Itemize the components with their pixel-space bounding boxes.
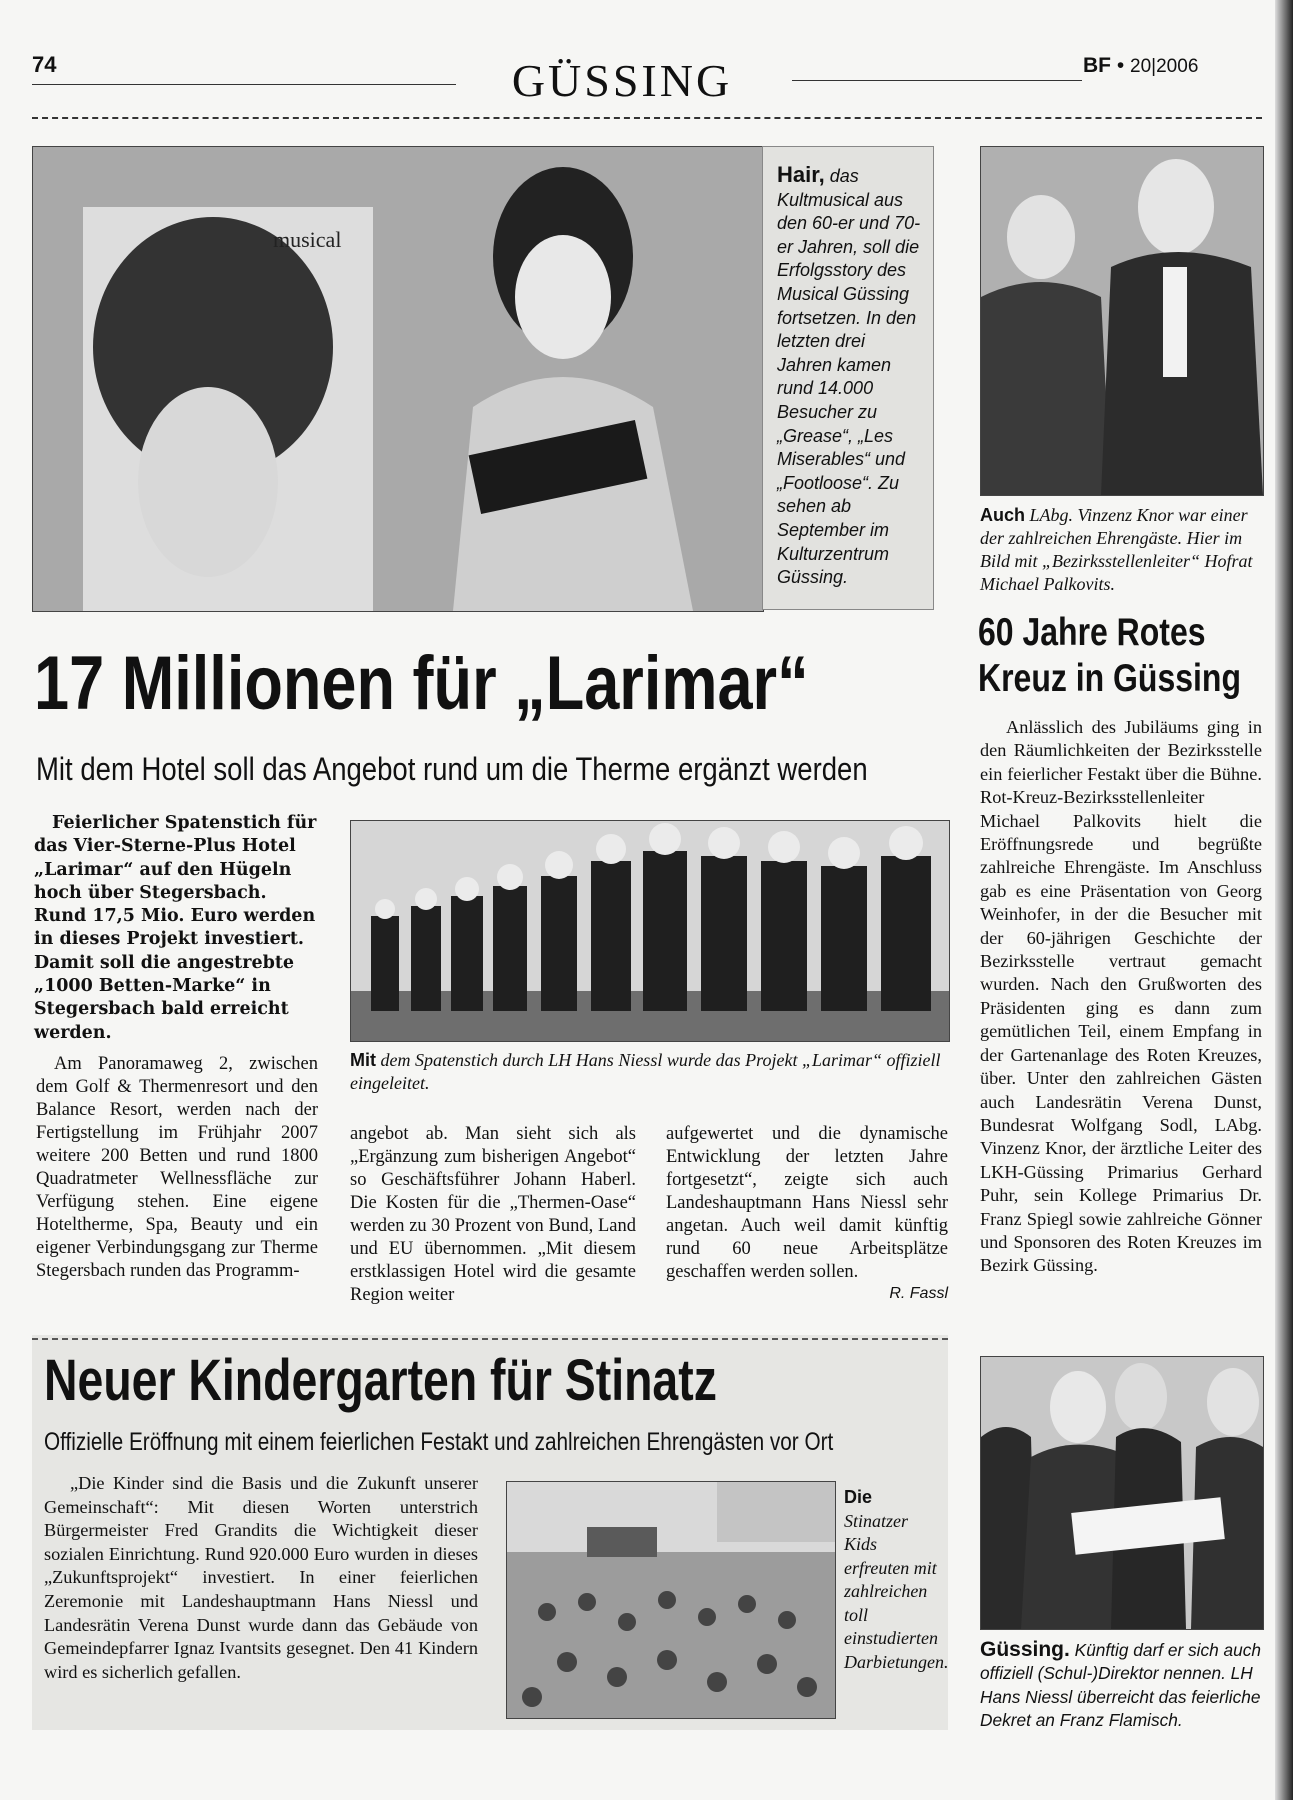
hair-photo-illustration	[33, 147, 763, 611]
red-cross-body: Anlässlich des Jubiläums ging in den Räumlichkeiten der Bezirksstelle ein feierlicher Festakt über die Bühne. Rot-Kreuz-Bezirksstellenleiter Michael Palkovits hielt die Eröffnungsrede und begrüßte zahlreiche Ehrengäste. Im Anschluss gab es eine Präsentation von Georg Weinhofer, in der die Besucher mit der 60-jährigen Geschichte der Bezirksstelle vertraut gemacht wurden. Nach den Grußworten des Präsidenten ging es dann zum gemütlichen Teil, einem Empfang in der Gartenanlage des Roten Kreuzes, über. Unter den zahlreichen Gästen auch Landesrätin Verena Dunst, Bundesrat Wolfgang Sodl, LAbg. Vinzenz Knor, der ärztliche Leiter des LKH-Güssing Primarius Gerhard Puhr, sein Kollege Primarius Dr. Franz Spiegl sowie zahlreiche Gönner und Sponsoren des Roten Kreuzes im Bezirk Güssing.	[980, 717, 1262, 1276]
kindergarten-caption-lead: Die	[844, 1487, 873, 1507]
larimar-author: R. Fassl	[889, 1285, 948, 1302]
larimar-photo	[350, 820, 950, 1042]
hair-caption	[777, 163, 923, 590]
larimar-col-1: Am Panoramaweg 2, zwischen dem Golf & Thermenresort und den Balance Resort, werden nach der Fertigstellung im Frühjahr 2007 weitere 200 Betten und rund 1800 Quadratmeter Wellnessfläche zur Verfügung stehen. Eine eigene Hoteltherme, Spa, Beauty und ein eigener Verbindungsgang zur Therme Stegersbach runden das Programm-	[36, 1054, 318, 1281]
page-number: 74	[32, 52, 57, 77]
red-cross-caption-text: LAbg. Vinzenz Knor war einer der zahlreichen Ehrengäste. Hier im Bild mit „Bezirksstellenleiter“ Hofrat Michael Palkovits.	[980, 505, 1253, 594]
issue-number: 20|2006	[1130, 56, 1199, 77]
larimar-caption-text: dem Spatenstich durch LH Hans Niessl wurde das Projekt „Larimar“ offiziell eingeleitet.	[350, 1050, 941, 1093]
hair-caption-text: das Kultmusical aus den 60-er und 70-er Jahren, soll die Erfolgsstory des Musical Güssing fortsetzen. In den letzten drei Jahren kamen rund 14.000 Besucher zu „Grease“, „Les Miserables“ und „Footloose“. Zu sehen ab September im Kulturzentrum Güssing.	[777, 166, 921, 588]
guessing-caption-lead: Güssing.	[980, 1638, 1070, 1661]
guessing-photo	[980, 1356, 1264, 1630]
larimar-col-2: angebot ab. Man sieht sich als „Ergänzung zum bisherigen Angebot“ so Geschäftsführer Johann Haberl. Die Kosten für die „Thermen-Oase“ werden zu 30 Prozent von Bund, Land und EU übernommen. „Mit diesem erstklassigen Hotel wird die gesamte Region weiter	[350, 1124, 636, 1305]
kindergarten-photo	[506, 1481, 836, 1719]
header-rule-left	[32, 84, 456, 85]
red-cross-headline: 60 Jahre Rotes Kreuz in Güssing	[978, 611, 1241, 700]
page-edge-shadow	[1275, 0, 1293, 1800]
kindergarten-headline: Neuer Kindergarten für Stinatz	[44, 1348, 717, 1413]
larimar-caption-lead: Mit	[350, 1050, 376, 1070]
red-cross-photo-caption	[980, 504, 1262, 596]
guessing-photo-illustration	[981, 1357, 1263, 1629]
larimar-lead: Feierlicher Spatenstich für das Vier-Sterne-Plus Hotel „Larimar“ auf den Hügeln hoch über Stegersbach. Rund 17,5 Mio. Euro werden in dieses Projekt investiert. Damit soll die angestrebte „1000 Betten-Marke“ in Stegersbach bald erreicht werden.	[34, 813, 317, 1043]
kindergarten-caption-text: Stinatzer Kids erfreuten mit zahlreichen toll einstudierten Darbietungen.	[844, 1510, 949, 1672]
red-cross-photo	[980, 146, 1264, 496]
red-cross-caption-lead: Auch	[980, 505, 1025, 525]
hair-caption-lead: Hair,	[777, 162, 825, 187]
kindergarten-subhead: Offizielle Eröffnung mit einem feierlichen Festakt und zahlreichen Ehrengästen vor Ort	[44, 1428, 834, 1456]
larimar-photo-caption	[350, 1049, 948, 1095]
guessing-caption	[980, 1638, 1264, 1733]
hair-photo	[32, 146, 764, 612]
publication-name: BF	[1083, 54, 1111, 77]
larimar-headline: 17 Millionen für „Larimar“	[34, 641, 809, 726]
kindergarten-divider	[32, 1338, 948, 1340]
issue-separator: •	[1116, 54, 1125, 77]
guessing-caption-text: Künftig darf er sich auch offiziell (Schul-)Direktor nennen. LH Hans Niessl überreicht das feierliche Dekret an Franz Flamisch.	[980, 1640, 1262, 1731]
larimar-photo-illustration	[351, 821, 949, 1041]
larimar-col-3: aufgewertet und die dynamische Entwicklung der letzten Jahre fortgesetzt“, zeigte sich auch Landeshauptmann Hans Niessl sehr angetan. Auch weil damit künftig rund 60 neue Arbeitsplätze geschaffen werden sollen.	[666, 1124, 948, 1282]
larimar-subhead: Mit dem Hotel soll das Angebot rund um die Therme ergänzt werden	[36, 751, 868, 787]
kindergarten-body: „Die Kinder sind die Basis und die Zukunft unserer Gemeinschaft“: Mit diesen Worten unterstrich Bürgermeister Fred Grandits die Wichtigkeit dieser sozialen Einrichtung. Rund 920.000 Euro wurden in dieses „Zukunftsprojekt“ investiert. In einer feierlichen Zeremonie mit Landeshauptmann Hans Niessl und Landesrätin Verena Dunst wurde dann das Gebäude von Gemeindepfarrer Ignaz Ivantsits gesegnet. Den 41 Kindern wird es sicherlich gefallen.	[44, 1473, 478, 1682]
poster-text: musical	[273, 227, 342, 252]
header-divider	[32, 117, 1262, 119]
header-rule-right	[792, 80, 1082, 81]
kindergarten-photo-illustration	[507, 1482, 835, 1718]
red-cross-photo-illustration	[981, 147, 1263, 495]
section-title: GÜSSING	[511, 55, 733, 106]
hair-caption-box	[762, 146, 934, 610]
kindergarten-caption	[844, 1486, 949, 1674]
issue-line	[1083, 54, 1198, 78]
